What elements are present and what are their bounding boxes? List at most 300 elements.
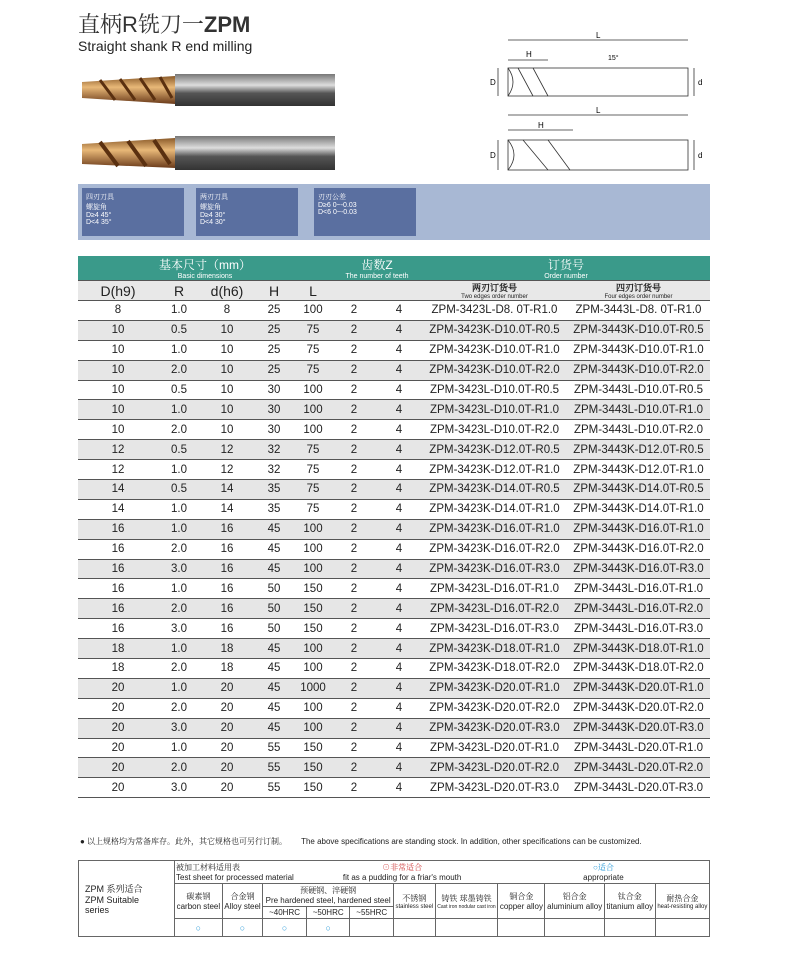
table-row [78, 698, 710, 718]
mat-7: 铜合金 copper alloy [498, 884, 545, 919]
table-row [78, 619, 710, 639]
table-cell: 2 [332, 380, 376, 400]
mat-10: 耐热合金 heat-resisting alloy [655, 884, 709, 919]
table-cell: ZPM-3443K-D16.0T-R2.0 [567, 539, 710, 559]
table-cell: 4 [376, 420, 422, 440]
table-cell: 4 [376, 778, 422, 798]
table-cell: 2 [332, 778, 376, 798]
table-cell: 2 [332, 738, 376, 758]
table-cell: ZPM-3443K-D12.0T-R1.0 [567, 460, 710, 480]
table-cell: 20 [78, 778, 158, 798]
table-cell: 1.0 [158, 301, 200, 321]
material-suitability-table [78, 860, 710, 937]
table-cell: 150 [294, 778, 332, 798]
table-cell: ZPM-3443K-D10.0T-R0.5 [567, 320, 710, 340]
table-cell: 20 [78, 678, 158, 698]
table-cell: 4 [376, 619, 422, 639]
table-cell: ZPM-3443K-D14.0T-R0.5 [567, 480, 710, 500]
table-cell: 100 [294, 639, 332, 659]
table-cell: 20 [200, 758, 254, 778]
table-cell: 4 [376, 499, 422, 519]
table-cell: 14 [78, 499, 158, 519]
table-cell: 2 [332, 480, 376, 500]
table-cell: 1000 [294, 678, 332, 698]
table-cell: 45 [254, 639, 294, 659]
table-cell: 75 [294, 499, 332, 519]
table-cell: ZPM-3423L-D20.0T-R2.0 [422, 758, 567, 778]
table-cell: 2 [332, 758, 376, 778]
table-cell: 55 [254, 758, 294, 778]
table-cell: 2.0 [158, 420, 200, 440]
suitable-dot-icon: ○ [195, 922, 202, 933]
table-cell: 25 [254, 301, 294, 321]
table-row [78, 599, 710, 619]
table-cell: ZPM-3423K-D20.0T-R1.0 [422, 678, 567, 698]
table-cell: ZPM-3423K-D10.0T-R0.5 [422, 320, 567, 340]
table-cell: ZPM-3443K-D10.0T-R1.0 [567, 340, 710, 360]
col-D: D(h9) [78, 281, 158, 301]
table-cell: 4 [376, 460, 422, 480]
table-cell: 1.0 [158, 340, 200, 360]
stock-note: ● 以上规格均为常备库存。此外，其它规格也可另行订制。 The above specifications are standing stock. In addition, other specifications can be customized. [80, 837, 642, 846]
table-cell: 20 [200, 698, 254, 718]
table-cell: ZPM-3423K-D20.0T-R3.0 [422, 718, 567, 738]
table-cell: 18 [78, 639, 158, 659]
table-cell: 1.0 [158, 519, 200, 539]
table-cell: 4 [376, 559, 422, 579]
table-cell: 25 [254, 320, 294, 340]
table-cell: 1.0 [158, 579, 200, 599]
table-cell: 4 [376, 519, 422, 539]
table-cell: 100 [294, 718, 332, 738]
series-label: ZPM 系列适合 ZPM Suitable series [79, 861, 175, 937]
table-cell: 4 [376, 738, 422, 758]
table-cell: 2 [332, 440, 376, 460]
table-cell: ZPM-3443K-D10.0T-R2.0 [567, 360, 710, 380]
table-cell: 4 [376, 301, 422, 321]
table-cell: 14 [200, 480, 254, 500]
col-H: H [254, 281, 294, 301]
table-cell: 16 [78, 519, 158, 539]
table-cell: 12 [200, 460, 254, 480]
table-cell: 1.0 [158, 460, 200, 480]
table-cell: 18 [78, 659, 158, 679]
table-cell: 1.0 [158, 499, 200, 519]
table-cell: 2.0 [158, 599, 200, 619]
col-four-edges: 四刃订货号 Four edges order number [567, 281, 710, 301]
suitability-mark [394, 919, 436, 937]
table-cell: 100 [294, 380, 332, 400]
table-cell: 45 [254, 678, 294, 698]
table-cell: 75 [294, 320, 332, 340]
table-cell: 50 [254, 619, 294, 639]
table-row [78, 301, 710, 321]
page-subtitle: Straight shank R end milling [78, 38, 253, 54]
table-cell: 2 [332, 579, 376, 599]
table-cell: ZPM-3443L-D8. 0T-R1.0 [567, 301, 710, 321]
table-cell: 2 [332, 698, 376, 718]
table-cell: ZPM-3423K-D16.0T-R2.0 [422, 539, 567, 559]
table-cell: 100 [294, 698, 332, 718]
table-cell: 16 [200, 579, 254, 599]
table-row [78, 320, 710, 340]
table-cell: 30 [254, 420, 294, 440]
page-title: 直柄R铣刀一ZPM [78, 12, 251, 37]
table-cell: 10 [200, 320, 254, 340]
table-cell: 2 [332, 301, 376, 321]
table-cell: ZPM-3423L-D16.0T-R2.0 [422, 599, 567, 619]
suitability-mark [222, 919, 262, 937]
table-cell: 75 [294, 480, 332, 500]
table-cell: 4 [376, 599, 422, 619]
table-cell: ZPM-3443K-D16.0T-R1.0 [567, 519, 710, 539]
table-cell: 18 [200, 659, 254, 679]
table-cell: 100 [294, 400, 332, 420]
table-cell: 55 [254, 738, 294, 758]
table-cell: 2.0 [158, 539, 200, 559]
table-cell: 20 [78, 718, 158, 738]
table-row [78, 678, 710, 698]
drawing-label-d1: d [698, 78, 703, 87]
table-cell: 32 [254, 460, 294, 480]
table-row [78, 738, 710, 758]
table-cell: ZPM-3423K-D12.0T-R1.0 [422, 460, 567, 480]
table-cell: 2.0 [158, 758, 200, 778]
table-cell: 4 [376, 380, 422, 400]
table-row [78, 559, 710, 579]
helix-card-two-flute: 两刃刀具 螺旋角 D≥4 30° D<4 30° [196, 188, 298, 236]
table-cell: 2.0 [158, 360, 200, 380]
table-cell: 0.5 [158, 320, 200, 340]
table-cell: 0.5 [158, 440, 200, 460]
table-cell: 50 [254, 579, 294, 599]
table-cell: 100 [294, 659, 332, 679]
table-cell: 10 [200, 380, 254, 400]
table-cell: 4 [376, 639, 422, 659]
table-cell: 1.0 [158, 738, 200, 758]
table-cell: 4 [376, 340, 422, 360]
table-cell: ZPM-3443L-D16.0T-R1.0 [567, 579, 710, 599]
table-cell: ZPM-3423K-D20.0T-R2.0 [422, 698, 567, 718]
table-cell: ZPM-3443K-D16.0T-R3.0 [567, 559, 710, 579]
mat-3: ~50HRC [306, 907, 350, 919]
table-row [78, 659, 710, 679]
drawing-label-angle: 15° [608, 55, 619, 62]
table-cell: 14 [78, 480, 158, 500]
table-cell: 20 [200, 718, 254, 738]
tolerance-card: 刃刃公差 D≥6 0~-0.03 D<6 0~-0.03 [314, 188, 416, 236]
table-cell: ZPM-3443L-D10.0T-R1.0 [567, 400, 710, 420]
table-cell: ZPM-3423K-D14.0T-R0.5 [422, 480, 567, 500]
table-cell: 16 [78, 579, 158, 599]
suitability-mark [350, 919, 394, 937]
suitable-dot-icon: ○ [281, 922, 288, 933]
table-cell: 150 [294, 579, 332, 599]
table-cell: 100 [294, 519, 332, 539]
table-cell: 30 [254, 380, 294, 400]
table-cell: 10 [78, 360, 158, 380]
table-cell: 20 [200, 778, 254, 798]
table-cell: 4 [376, 659, 422, 679]
table-cell: 3.0 [158, 559, 200, 579]
header-order-number: 订货号 Order number [422, 256, 710, 281]
col-R: R [158, 281, 200, 301]
table-cell: 1.0 [158, 400, 200, 420]
table-cell: 2 [332, 320, 376, 340]
table-cell: 10 [78, 320, 158, 340]
table-cell: 4 [376, 678, 422, 698]
hardened-steel-header: 预硬钢、淬硬钢 Pre hardened steel, hardened steel [263, 884, 394, 907]
table-cell: 4 [376, 320, 422, 340]
table-cell: ZPM-3423L-D16.0T-R1.0 [422, 579, 567, 599]
suitability-mark [435, 919, 498, 937]
table-cell: 4 [376, 360, 422, 380]
table-cell: ZPM-3443K-D18.0T-R1.0 [567, 639, 710, 659]
col-d: d(h6) [200, 281, 254, 301]
legend-suitable: ○适合 appropriate [498, 861, 710, 884]
table-cell: 3.0 [158, 778, 200, 798]
table-cell: 20 [78, 738, 158, 758]
table-cell: 30 [254, 400, 294, 420]
suitable-dot-icon: ○ [325, 922, 331, 933]
helix-card-four-flute: 四刃刀具 螺旋角 D≥4 45° D<4 35° [82, 188, 184, 236]
table-row [78, 460, 710, 480]
table-cell: ZPM-3423L-D16.0T-R3.0 [422, 619, 567, 639]
suitability-mark [655, 919, 709, 937]
table-cell: 45 [254, 698, 294, 718]
suitability-mark [545, 919, 604, 937]
table-cell: 2 [332, 718, 376, 738]
mat-8: 铝合金 aluminium alloy [545, 884, 604, 919]
table-cell: 2 [332, 519, 376, 539]
table-cell: 150 [294, 758, 332, 778]
table-cell: ZPM-3423K-D16.0T-R1.0 [422, 519, 567, 539]
table-cell: 2 [332, 499, 376, 519]
table-cell: 4 [376, 698, 422, 718]
drawing-label-H2: H [538, 121, 544, 130]
table-cell: 12 [78, 440, 158, 460]
table-row [78, 499, 710, 519]
table-cell: ZPM-3443K-D20.0T-R2.0 [567, 698, 710, 718]
table-cell: ZPM-3443L-D20.0T-R1.0 [567, 738, 710, 758]
table-cell: 10 [200, 340, 254, 360]
table-cell: ZPM-3443L-D16.0T-R2.0 [567, 599, 710, 619]
table-cell: 4 [376, 579, 422, 599]
four-flute-tool-photo [80, 62, 340, 117]
table-cell: ZPM-3423L-D10.0T-R2.0 [422, 420, 567, 440]
table-cell: 16 [78, 599, 158, 619]
suitability-mark [263, 919, 307, 937]
table-cell: 32 [254, 440, 294, 460]
legend-very-suitable: ⊙非常适合 fit as a pudding for a friar's mouth [306, 861, 497, 884]
mat-1: 合金钢 Alloy steel [222, 884, 262, 919]
col-L: L [294, 281, 332, 301]
table-cell: 150 [294, 619, 332, 639]
table-cell: 16 [78, 559, 158, 579]
table-cell: 2 [332, 340, 376, 360]
table-cell: 100 [294, 301, 332, 321]
drawing-label-L1: L [596, 31, 601, 40]
suitability-mark [498, 919, 545, 937]
table-cell: 10 [78, 340, 158, 360]
table-cell: 16 [200, 559, 254, 579]
spec-table [78, 256, 710, 798]
table-cell: ZPM-3443K-D14.0T-R1.0 [567, 499, 710, 519]
header-basic-dimensions: 基本尺寸（mm） Basic dimensions [78, 256, 332, 281]
table-cell: 20 [78, 758, 158, 778]
table-cell: ZPM-3423L-D8. 0T-R1.0 [422, 301, 567, 321]
drawing-label-d2: d [698, 151, 703, 160]
table-row [78, 758, 710, 778]
table-cell: 10 [200, 400, 254, 420]
table-cell: 45 [254, 559, 294, 579]
table-cell: 100 [294, 559, 332, 579]
table-cell: 55 [254, 778, 294, 798]
table-row [78, 639, 710, 659]
table-cell: 4 [376, 440, 422, 460]
table-cell: 2 [332, 360, 376, 380]
table-cell: ZPM-3443L-D20.0T-R3.0 [567, 778, 710, 798]
mat-4: ~55HRC [350, 907, 394, 919]
table-cell: 1.0 [158, 639, 200, 659]
table-cell: 10 [200, 360, 254, 380]
mat-6: 铸铁 球墨铸铁 Cast iron nodular cast iron [435, 884, 498, 919]
table-cell: ZPM-3443K-D12.0T-R0.5 [567, 440, 710, 460]
table-cell: 10 [78, 380, 158, 400]
table-cell: 2 [332, 539, 376, 559]
table-cell: 16 [78, 619, 158, 639]
table-row [78, 360, 710, 380]
table-cell: 10 [78, 400, 158, 420]
table-cell: 35 [254, 499, 294, 519]
drawing-label-D1: D [490, 78, 496, 87]
table-cell: 16 [200, 599, 254, 619]
helix-angle-panel [78, 184, 710, 240]
table-cell: 0.5 [158, 380, 200, 400]
table-cell: 45 [254, 539, 294, 559]
table-cell: 10 [200, 420, 254, 440]
table-cell: 20 [78, 698, 158, 718]
table-row [78, 440, 710, 460]
table-cell: 150 [294, 599, 332, 619]
table-cell: 100 [294, 539, 332, 559]
table-cell: ZPM-3423L-D20.0T-R1.0 [422, 738, 567, 758]
table-cell: ZPM-3423K-D18.0T-R1.0 [422, 639, 567, 659]
table-cell: 2 [332, 678, 376, 698]
table-cell: 25 [254, 360, 294, 380]
table-cell: 4 [376, 480, 422, 500]
table-cell: 2.0 [158, 698, 200, 718]
table-cell: 2 [332, 559, 376, 579]
table-row [78, 480, 710, 500]
table-cell: 25 [254, 340, 294, 360]
table-cell: ZPM-3443K-D20.0T-R1.0 [567, 678, 710, 698]
table-row [78, 519, 710, 539]
mat-0: 碳素钢 carbon steel [175, 884, 223, 919]
table-cell: ZPM-3423K-D16.0T-R3.0 [422, 559, 567, 579]
table-cell: 4 [376, 539, 422, 559]
table-cell: 12 [78, 460, 158, 480]
col-two-edges: 两刃订货号 Two edges order number [422, 281, 567, 301]
table-cell: 75 [294, 460, 332, 480]
table-cell: ZPM-3423K-D12.0T-R0.5 [422, 440, 567, 460]
table-cell: 2.0 [158, 659, 200, 679]
table-cell: 45 [254, 519, 294, 539]
table-cell: 16 [200, 619, 254, 639]
table-cell: 0.5 [158, 480, 200, 500]
table-cell: 20 [200, 678, 254, 698]
table-cell: 45 [254, 718, 294, 738]
table-cell: 2 [332, 460, 376, 480]
table-cell: ZPM-3443K-D18.0T-R2.0 [567, 659, 710, 679]
drawing-label-H1: H [526, 50, 532, 59]
table-cell: 2 [332, 400, 376, 420]
table-cell: 2 [332, 599, 376, 619]
two-flute-tool-photo [80, 126, 340, 181]
header-teeth: 齿数Z The number of teeth [332, 256, 422, 281]
table-cell: 3.0 [158, 619, 200, 639]
mat-9: 钛合金 titanium alloy [604, 884, 655, 919]
table-cell: 8 [78, 301, 158, 321]
table-cell: 4 [376, 758, 422, 778]
sheet-title: 被加工材料适用表 Test sheet for processed material [175, 861, 307, 884]
table-row [78, 718, 710, 738]
table-cell: ZPM-3443L-D20.0T-R2.0 [567, 758, 710, 778]
table-row [78, 380, 710, 400]
table-cell: ZPM-3423K-D10.0T-R1.0 [422, 340, 567, 360]
table-cell: ZPM-3423K-D18.0T-R2.0 [422, 659, 567, 679]
table-cell: ZPM-3423L-D20.0T-R3.0 [422, 778, 567, 798]
suitability-mark [306, 919, 350, 937]
table-cell: 16 [78, 539, 158, 559]
table-cell: ZPM-3443L-D10.0T-R2.0 [567, 420, 710, 440]
table-cell: 12 [200, 440, 254, 460]
drawing-label-L2: L [596, 106, 601, 115]
table-cell: 10 [78, 420, 158, 440]
technical-drawing [478, 30, 708, 190]
table-row [78, 400, 710, 420]
table-cell: ZPM-3423L-D10.0T-R0.5 [422, 380, 567, 400]
table-cell: ZPM-3423K-D10.0T-R2.0 [422, 360, 567, 380]
table-cell: ZPM-3423L-D10.0T-R1.0 [422, 400, 567, 420]
table-cell: ZPM-3443L-D16.0T-R3.0 [567, 619, 710, 639]
table-cell: 20 [200, 738, 254, 758]
table-cell: 4 [376, 718, 422, 738]
table-cell: 1.0 [158, 678, 200, 698]
table-cell: 75 [294, 440, 332, 460]
table-cell: 14 [200, 499, 254, 519]
table-row [78, 778, 710, 798]
table-cell: 2 [332, 659, 376, 679]
table-row [78, 579, 710, 599]
table-cell: ZPM-3443L-D10.0T-R0.5 [567, 380, 710, 400]
suitability-mark [175, 919, 223, 937]
table-cell: 100 [294, 420, 332, 440]
drawing-label-D2: D [490, 151, 496, 160]
table-cell: 3.0 [158, 718, 200, 738]
mat-2: ~40HRC [263, 907, 307, 919]
table-row [78, 539, 710, 559]
table-cell: ZPM-3443K-D20.0T-R3.0 [567, 718, 710, 738]
table-cell: 2 [332, 619, 376, 639]
table-row [78, 340, 710, 360]
table-cell: 2 [332, 420, 376, 440]
table-cell: ZPM-3423K-D14.0T-R1.0 [422, 499, 567, 519]
mat-5: 不锈钢 stainless steel [394, 884, 436, 919]
table-cell: 45 [254, 659, 294, 679]
table-cell: 35 [254, 480, 294, 500]
table-cell: 16 [200, 519, 254, 539]
